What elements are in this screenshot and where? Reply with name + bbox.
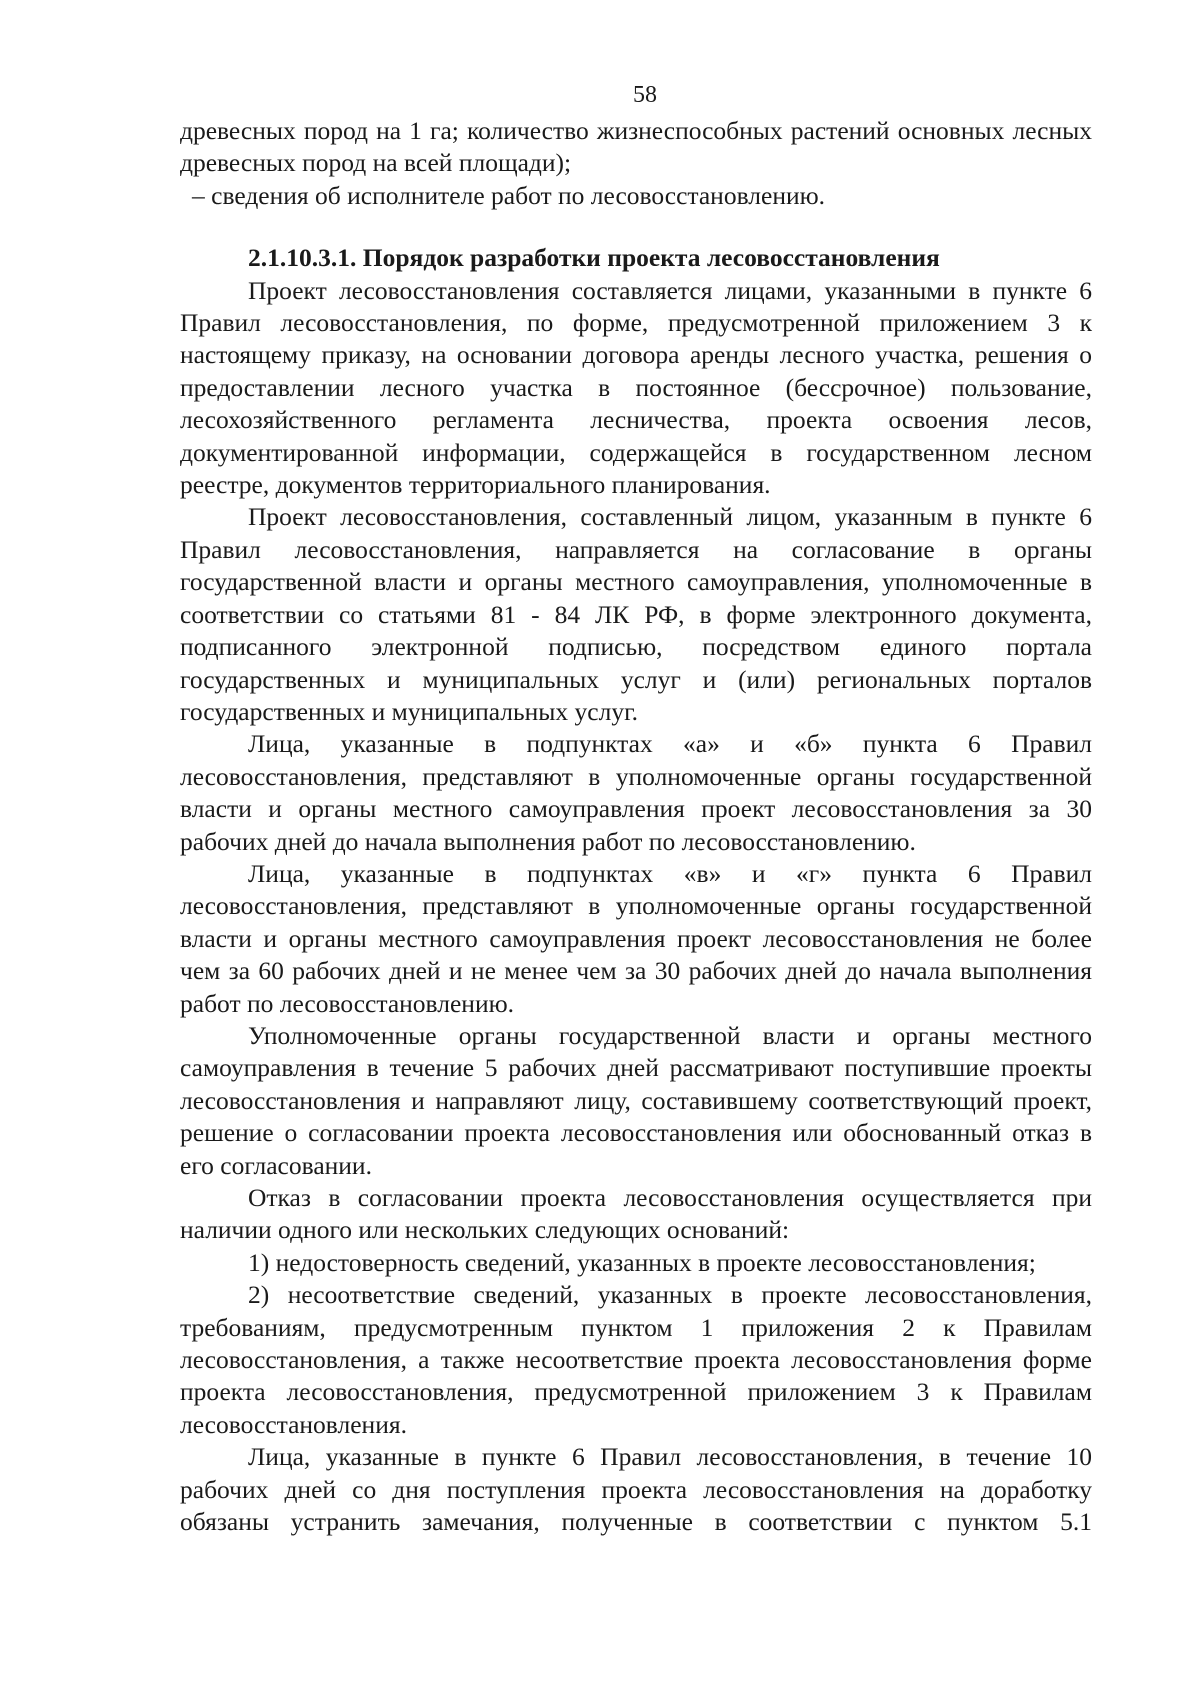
paragraph-4: Лица, указанные в подпунктах «в» и «г» пункта 6 Правил лесовосстановления, представляют в уполномоченные органы государственной власти и органы местного самоуправления проект лесовосстановления не более чем за 60 рабочих дней и не менее чем за 30 рабочих дней до начала выполнения работ по лесовосстановлению. <box>180 858 1092 1018</box>
paragraph-7: Лица, указанные в пункте 6 Правил лесовосстановления, в течение 10 рабочих дней со дня поступления проекта лесовосстановления на доработку обязаны устранить замечания, полученные в соответствии с пунктом 5.1 <box>180 1442 1092 1537</box>
paragraph-3: Лица, указанные в подпунктах «а» и «б» пункта 6 Правил лесовосстановления, представляют в уполномоченные органы государственной власти и органы местного самоуправления проект лесовосстановления за 30 рабочих дней до начала выполнения работ по лесовосстановлению. <box>180 729 1092 856</box>
page-number: 58 <box>633 82 657 108</box>
list-item-2: 2) несоответствие сведений, указанных в проекте лесовосстановления, требованиям, предусмотренным пунктом 1 приложения 2 к Правилам лесовосстановления, а также несоответствие проекта лесовосстановления форме проекта лесовосстановления, предусмотренной приложением 3 к Правилам лесовосстановления. <box>180 1280 1092 1439</box>
paragraph-continuation: древесных пород на 1 га; количество жизнеспособных растений основных лесных древесных пород на всей площади); <box>180 116 1092 178</box>
paragraph-1: Проект лесовосстановления составляется лицами, указанными в пункте 6 Правил лесовосстановления, по форме, предусмотренной приложением 3 к настоящему приказу, на основании договора аренды лесного участка, решения о предоставлении лесного участка в постоянное (бессрочное) пользование, лесохозяйственного регламента лесничества, проекта освоения лесов, документированной информации, содержащейся в государственном лесном реестре, документов территориального планирования. <box>180 275 1092 500</box>
paragraph-2: Проект лесовосстановления, составленный лицом, указанным в пункте 6 Правил лесовосстановления, направляется на согласование в органы государственной власти и органы местного самоуправления, уполномоченные в соответствии со статьями 81 - 84 ЛК РФ, в форме электронного документа, подписанного электронной подписью, посредством единого портала государственных и муниципальных услуг и (или) региональных порталов государственных и муниципальных услуг. <box>180 502 1092 726</box>
list-item-executor: – сведения об исполнителе работ по лесовосстановлению. <box>192 180 826 210</box>
list-item-1: 1) недостоверность сведений, указанных в проекте лесовосстановления; <box>248 1247 1036 1277</box>
paragraph-5: Уполномоченные органы государственной власти и органы местного самоуправления в течение 5 рабочих дней рассматривают поступившие проекты лесовосстановления и направляют лицу, составившему соответствующий проект, решение о согласовании проекта лесовосстановления или обоснованный отказ в его согласовании. <box>180 1020 1092 1180</box>
page-content <box>180 115 1092 1538</box>
paragraph-6: Отказ в согласовании проекта лесовосстановления осуществляется при наличии одного или нескольких следующих оснований: <box>180 1183 1092 1245</box>
section-heading: 2.1.10.3.1. Порядок разработки проекта лесовосстановления <box>248 243 940 273</box>
